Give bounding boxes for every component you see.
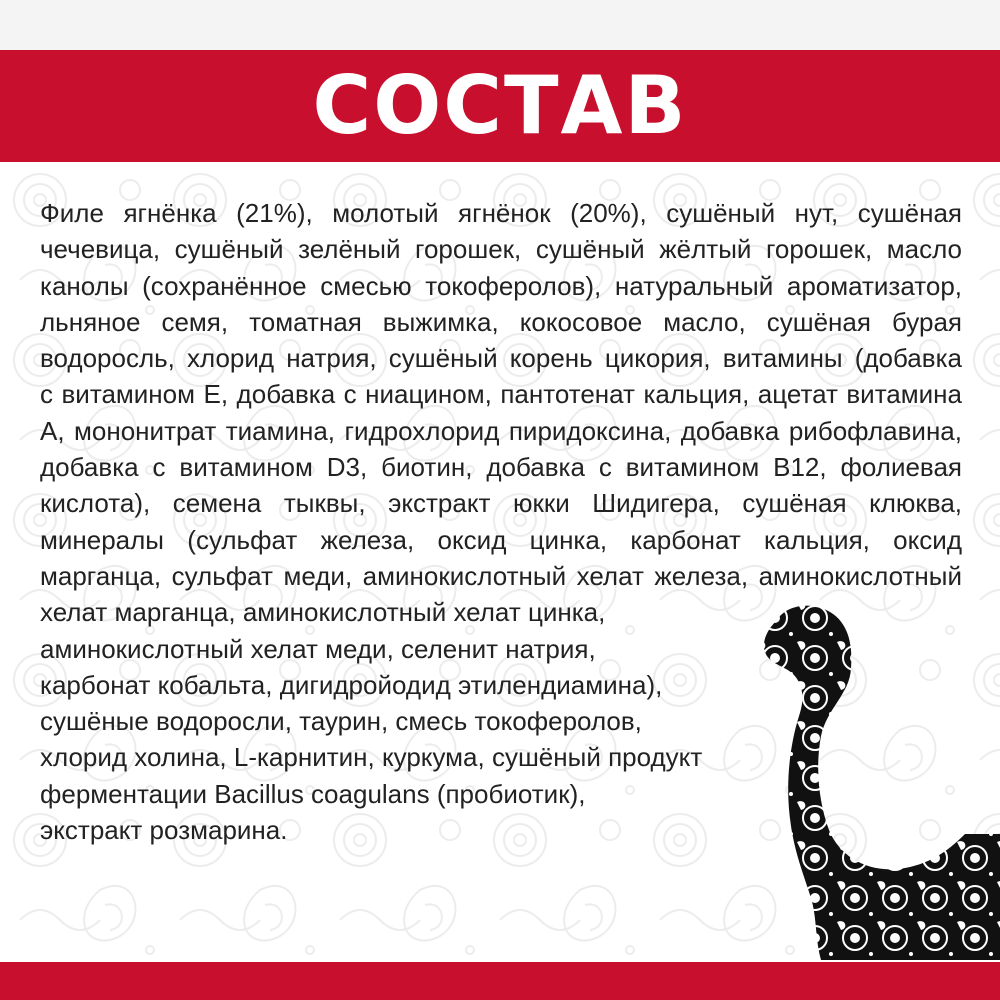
ingredients-line: хелат марганца, аминокислотный хелат цинка, — [40, 597, 606, 628]
ingredients-line: хлорид холина, L-карнитин, куркума, сушёный продукт — [40, 742, 703, 773]
ingredients-line: сушёные водоросли, таурин, смесь токоферолов, — [40, 706, 642, 737]
ingredients-line: А, мононитрат тиамина, гидрохлорид пиридоксина, добавка рибофлавина, — [40, 415, 962, 446]
ingredients-line: канолы (сохранённое смесью токоферолов), натуральный ароматизатор, — [40, 270, 962, 301]
ingredients-line: кислота), семена тыквы, экстракт юкки Шидигера, сушёная клюква, — [40, 488, 962, 519]
paisley-dog-illustration — [755, 598, 1000, 960]
ingredients-line: карбонат кобальта, дигидройодид этилендиамина), — [40, 669, 663, 700]
ingredients-line: чечевица, сушёный зелёный горошек, сушёный жёлтый горошек, масло — [40, 234, 962, 265]
bottom-bar — [0, 962, 1000, 1000]
ingredients-line: ферментации Bacillus coagulans (пробиотик), — [40, 778, 586, 809]
ingredients-line: водоросль, хлорид натрия, сушёный корень цикория, витамины (добавка — [40, 343, 962, 374]
ingredients-line: экстракт розмарина. — [40, 815, 288, 846]
top-stripe — [0, 0, 1000, 50]
ingredients-line: аминокислотный хелат меди, селенит натрия, — [40, 633, 596, 664]
ingredients-line: марганца, сульфат меди, аминокислотный хелат железа, аминокислотный — [40, 560, 962, 591]
ingredients-line: льняное семя, томатная выжимка, кокосовое масло, сушёная бурая — [40, 306, 962, 337]
ingredients-line: минералы (сульфат железа, оксид цинка, карбонат кальция, оксид — [40, 524, 962, 555]
ingredients-line: добавка с витамином D3, биотин, добавка с витамином B12, фолиевая — [40, 452, 962, 483]
ingredients-line: с витамином Е, добавка с ниацином, пантотенат кальция, ацетат витамина — [40, 379, 962, 410]
title-banner — [0, 50, 1000, 162]
page-title: СОСТАВ — [312, 59, 688, 152]
ingredients-line: Филе ягнёнка (21%), молотый ягнёнок (20%), сушёный нут, сушёная — [40, 198, 962, 228]
